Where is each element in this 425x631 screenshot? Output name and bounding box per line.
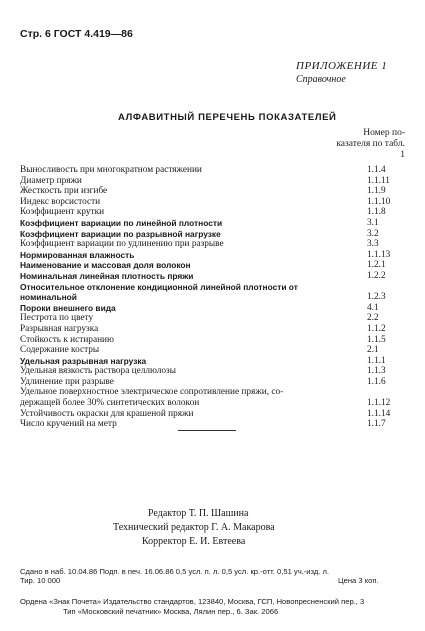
- indicator-number: 1.1.11: [367, 175, 390, 186]
- indicator-name: Коэффициент вариации по линейной плотности: [20, 217, 223, 228]
- indicator-name: держащей более 30% синтетических волокон: [20, 398, 200, 409]
- indicator-name: номинальной: [20, 292, 77, 303]
- imprint-line-3: Ордена «Знак Почета» Издательство стандартов, 123840, Москва, ГСП, Новопресненский пер., 3: [20, 597, 365, 606]
- indicator-number: 3.3: [367, 239, 379, 250]
- indicator-number: 1.1.2: [367, 323, 386, 334]
- column-header: Номер по-казателя по табл. 1: [336, 128, 405, 160]
- list-item: [20, 186, 386, 197]
- list-item: [20, 408, 391, 420]
- indicator-number: 1.1.13: [367, 249, 391, 260]
- list-item: [20, 260, 386, 271]
- indicator-number: 1.1.10: [367, 196, 391, 207]
- list-item: [20, 196, 391, 208]
- indicator-number: 1.1.7: [367, 419, 386, 430]
- list-item: [20, 175, 390, 187]
- indicator-number: 2.2: [367, 313, 379, 324]
- appendix-kind: Справочное: [296, 74, 346, 85]
- list-item: [20, 366, 386, 377]
- indicator-name: Коэффициент крутки: [20, 207, 105, 218]
- indicator-number: 3.1: [367, 217, 379, 228]
- page-header: Стр. 6 ГОСТ 4.419—86: [20, 28, 133, 40]
- list-item: [20, 207, 386, 218]
- list-item: [20, 239, 379, 250]
- indicator-name: Пороки внешнего вида: [20, 302, 116, 313]
- indicator-number: 1.1.12: [367, 398, 391, 409]
- list-item: [20, 217, 379, 229]
- list-item: [20, 334, 386, 346]
- indicator-number: 3.2: [367, 228, 379, 239]
- indicator-number: 1.1.6: [367, 376, 386, 387]
- list-item: [20, 270, 386, 282]
- indicator-number: 1.1.14: [367, 408, 391, 419]
- indicator-name: Наименование и массовая доля волокон: [20, 260, 191, 271]
- indicator-number: 1.1.1: [367, 355, 386, 366]
- imprint-line-1: Сдано в наб. 10.04.86 Подп. в печ. 16.06.86 0,5 усл. п. л. 0,5 усл. кр.-отт. 0,51 уч.-изд. л.: [20, 567, 330, 576]
- indicator-number: 1.2.3: [367, 292, 386, 303]
- list-item: [20, 376, 386, 388]
- indicator-name: Устойчивость окраски для крашеной пряжи: [20, 408, 194, 419]
- editor-line: Редактор Т. П. Шашина: [148, 508, 249, 519]
- list-item: [20, 355, 386, 367]
- list-title: АЛФАВИТНЫЙ ПЕРЕЧЕНЬ ПОКАЗАТЕЛЕЙ: [118, 112, 337, 123]
- indicator-name: Номинальная линейная плотность пряжи: [20, 270, 194, 281]
- indicator-list: [20, 165, 391, 430]
- indicator-number: 1.1.8: [367, 207, 386, 218]
- divider-rule: [178, 430, 236, 431]
- list-item: [20, 419, 386, 430]
- indicator-name: Выносливость при многократном растяжении: [20, 165, 202, 175]
- indicator-number: 1.1.4: [367, 165, 386, 175]
- indicator-name: Удельная разрывная нагрузка: [20, 355, 147, 366]
- imprint-line-2: Тир. 10 000: [20, 576, 61, 585]
- indicator-name: Коэффициент вариации по удлинению при разрыве: [20, 239, 224, 250]
- indicator-number: 4.1: [367, 302, 379, 313]
- list-item: [20, 345, 379, 356]
- list-item: [20, 302, 379, 314]
- indicator-number: 1.1.9: [367, 186, 386, 197]
- indicator-number: 2.1: [367, 345, 379, 356]
- indicator-name: Коэффициент вариации по разрывной нагрузке: [20, 228, 221, 239]
- tech-editor-line: Технический редактор Г. А. Макарова: [113, 522, 275, 533]
- indicator-number: 1.1.3: [367, 366, 386, 377]
- list-item: [20, 249, 391, 261]
- indicator-name: Удельная вязкость раствора целлюлозы: [20, 366, 176, 377]
- indicator-name: Индекс ворсистости: [20, 196, 101, 207]
- list-item: [20, 228, 379, 240]
- indicator-name: Число кручений на метр: [20, 419, 117, 430]
- indicator-number: 1.1.5: [367, 334, 386, 345]
- list-item: [20, 323, 386, 335]
- indicator-name: Жесткость при изгибе: [20, 186, 108, 197]
- indicator-number: 1.2.1: [367, 260, 386, 271]
- appendix-title: ПРИЛОЖЕНИЕ 1: [296, 60, 388, 72]
- list-item: [20, 282, 375, 293]
- indicator-name: Стойкость к истиранию: [20, 334, 114, 345]
- indicator-name: Разрывная нагрузка: [20, 323, 99, 334]
- indicator-name: Удлинение при разрыве: [20, 376, 114, 387]
- indicator-name: Удельное поверхностное электрическое сопротивление пряжи, со-: [20, 387, 284, 398]
- imprint-line-4: Тип «Московский печатник» Москва, Лялин пер., 6. Зак. 2066: [63, 607, 279, 616]
- list-item: [20, 387, 375, 398]
- list-item: [20, 165, 386, 176]
- indicator-name: Содержание костры: [20, 345, 100, 356]
- indicator-name: Диаметр пряжи: [20, 175, 82, 186]
- list-item: [20, 398, 391, 409]
- indicator-name: Пестрота по цвету: [20, 313, 94, 324]
- indicator-name: Относительное отклонение кондиционной линейной плотности от: [20, 281, 298, 292]
- list-item: [20, 292, 386, 303]
- indicator-number: 1.2.2: [367, 270, 386, 281]
- imprint-price: Цена 3 коп.: [338, 576, 379, 585]
- indicator-name: Нормированная влажность: [20, 249, 135, 260]
- corrector-line: Корректор Е. И. Евтеева: [142, 536, 246, 547]
- list-item: [20, 313, 379, 324]
